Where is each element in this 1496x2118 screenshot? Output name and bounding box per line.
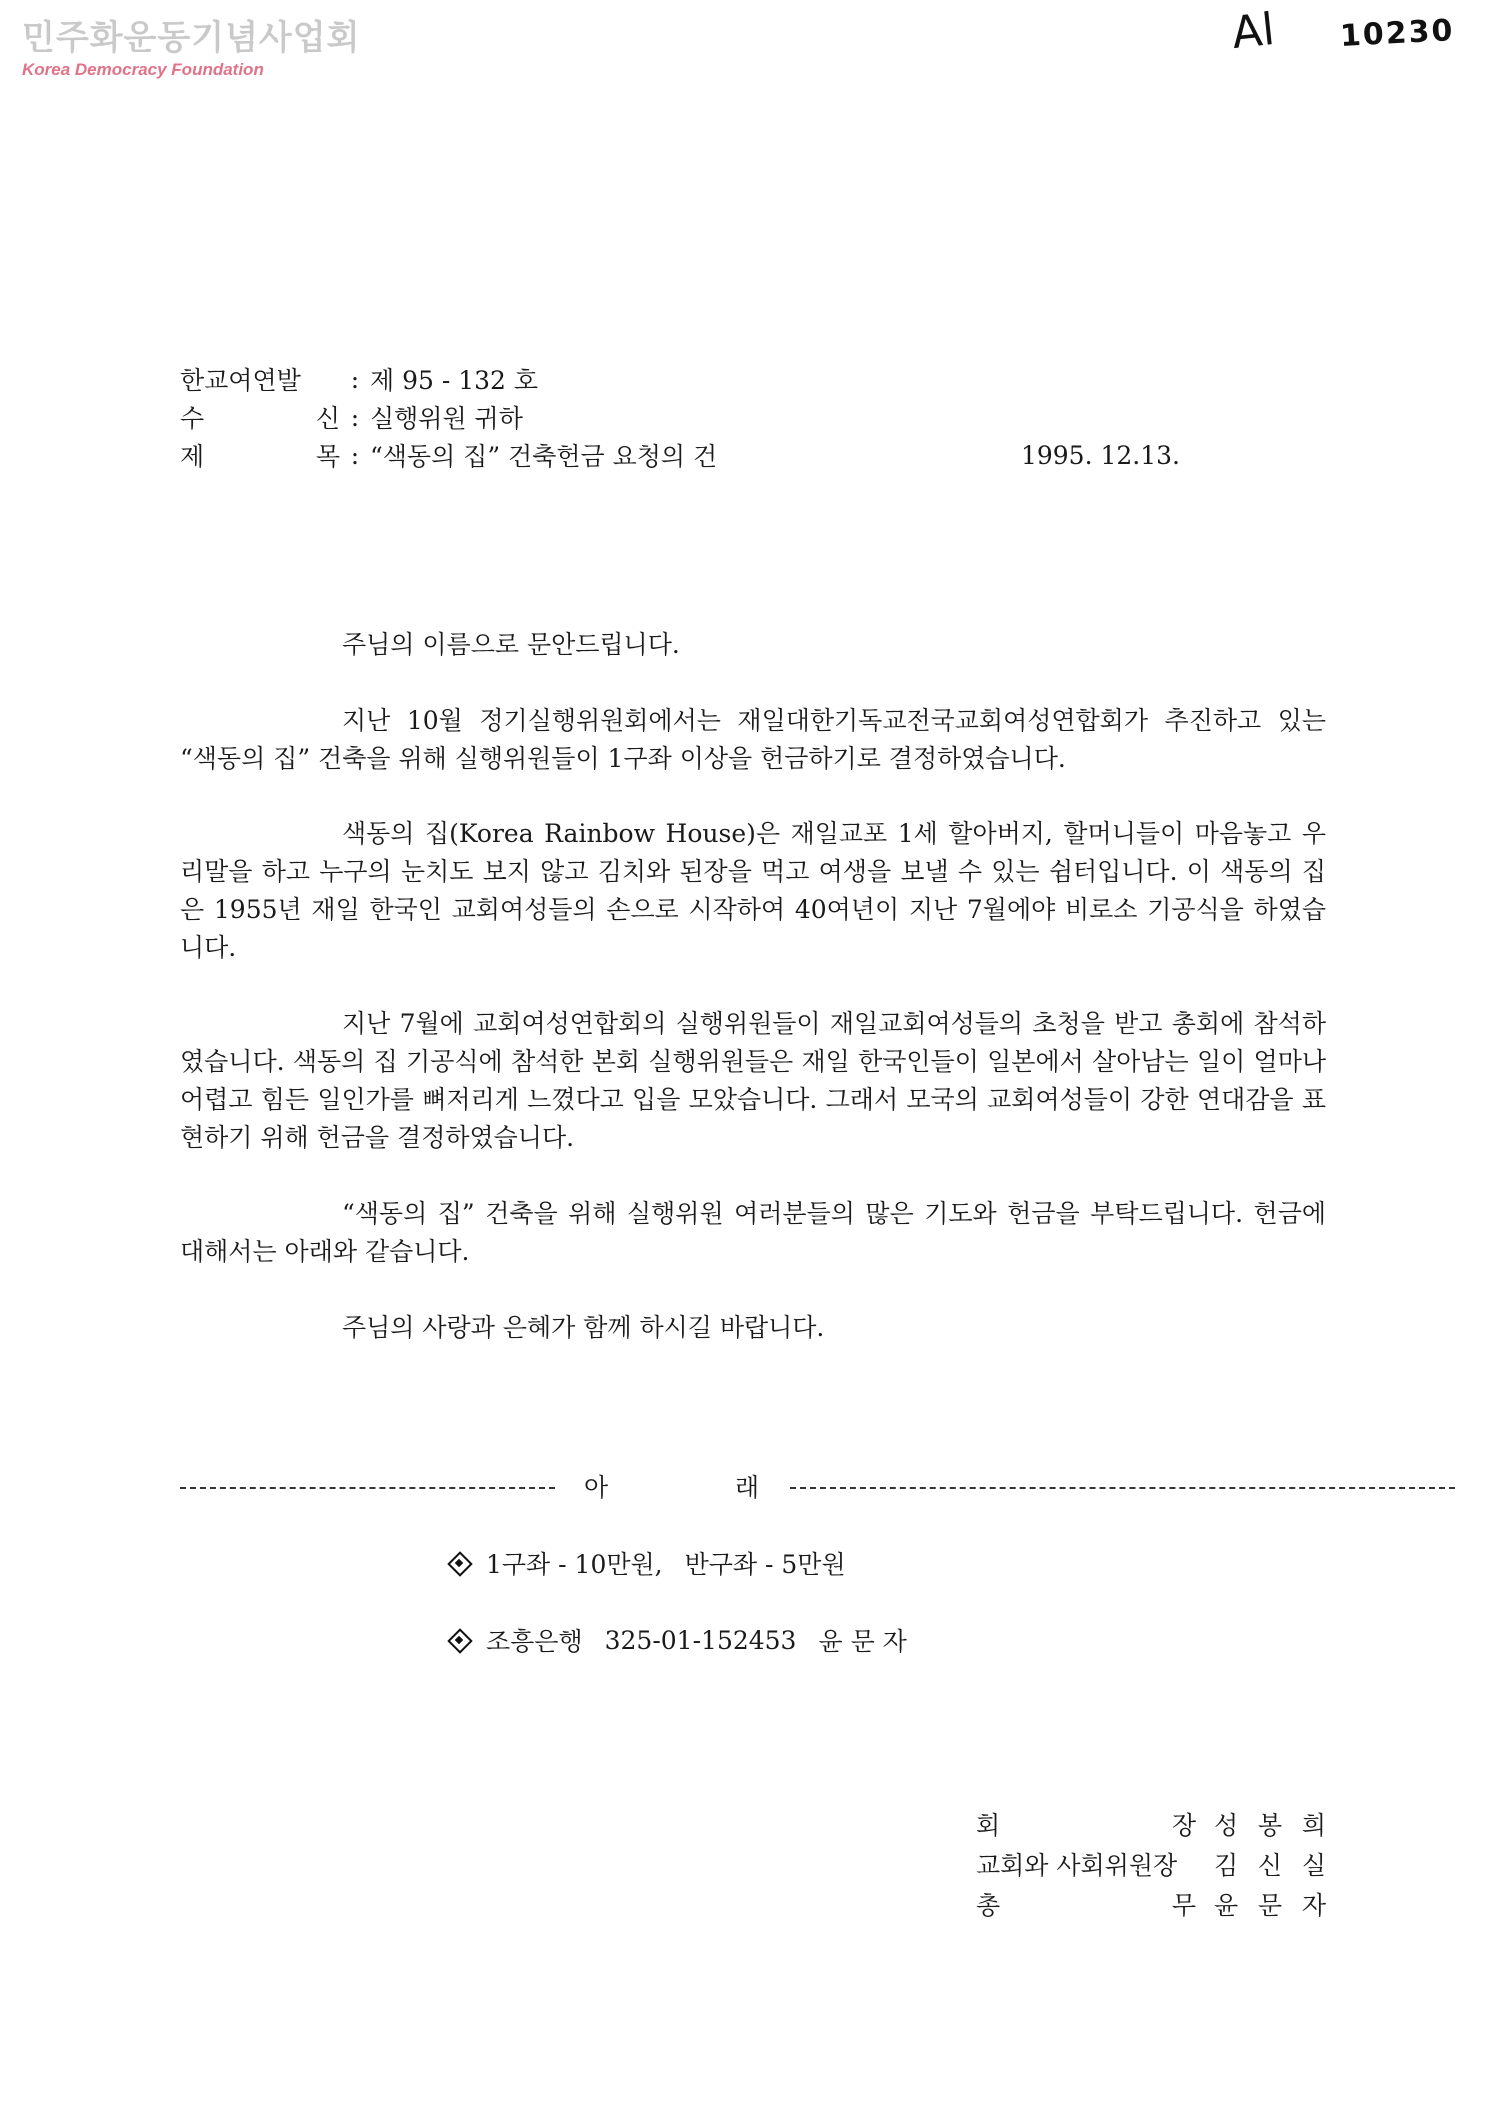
recipient-row <box>180 398 1180 436</box>
body-paragraph: 지난 10월 정기실행위원회에서는 재일대한기독교전국교회여성연합회가 추진하고 있는 “색동의 집” 건축을 위해 실행위원들이 1구좌 이상을 헌금하기로 결정하였습니다. <box>180 706 1326 773</box>
signer-title: 교회와 사회위원장 <box>976 1851 1178 1880</box>
logo-english-text: Korea Democracy Foundation <box>22 60 264 79</box>
account-holder: 윤 문 자 <box>818 1627 907 1656</box>
diamond-bullet-icon <box>448 1552 470 1574</box>
signer-name: 성 봉 희 <box>1214 1811 1326 1840</box>
document-date: 1995. 12.13. <box>1020 440 1180 470</box>
signer-name: 윤 문 자 <box>1214 1891 1326 1920</box>
account-number: 325-01-152453 <box>604 1625 797 1655</box>
signer-title: 회 장 <box>976 1811 1196 1840</box>
subject-value: “색동의 집” 건축헌금 요청의 건 <box>370 442 718 471</box>
greeting-paragraph: 주님의 이름으로 문안드립니다. <box>342 630 680 659</box>
watermark-logo <box>22 18 360 80</box>
diamond-bullet-icon <box>448 1629 470 1651</box>
body-paragraph: 색동의 집(Korea Rainbow House)은 재일교포 1세 할아버지, 할머니들이 마음놓고 우리말을 하고 누구의 눈치도 보지 않고 김치와 된장을 먹고 여생을 보낼 수 있는 쉼터입니다. 이 색동의 집은 1955년 재일 한국인 교회여성들의 손으로 시작하여 40여년이 지난 7월에야 비로소 기공식을 하였습니다. <box>180 819 1326 962</box>
logo-korean-text: 민주화운동기념사업회 <box>22 18 361 58</box>
subject-row <box>180 436 1180 474</box>
signer-name: 김 신 실 <box>1214 1851 1326 1880</box>
details-divider <box>180 1468 1280 1508</box>
separator: : <box>350 364 360 394</box>
doc-number-label: 한교여연발 <box>180 366 301 395</box>
bank-account-item <box>448 1622 907 1658</box>
doc-number-row <box>180 360 1180 398</box>
signer-title: 총 무 <box>976 1891 1196 1920</box>
document-header <box>180 360 1180 474</box>
dashed-line <box>790 1487 1455 1489</box>
subject-label: 제 목 <box>180 442 340 471</box>
recipient-value: 실행위원 귀하 <box>370 404 523 433</box>
signature-row <box>976 1804 1326 1844</box>
signature-block <box>976 1804 1326 1924</box>
signature-row <box>976 1884 1326 1924</box>
separator: : <box>350 440 360 470</box>
divider-text: 래 <box>735 1473 760 1502</box>
closing-paragraph: 주님의 사랑과 은혜가 함께 하시길 바랍니다. <box>342 1313 825 1342</box>
donation-amount-item: 1구좌 - 10만원, 반구좌 - 5만원 <box>448 1545 846 1581</box>
body-paragraph: 지난 7월에 교회여성연합회의 실행위원들이 재일교회여성들의 초청을 받고 총회에 참석하였습니다. 색동의 집 기공식에 참석한 본회 실행위원들은 재일 한국인들이 일본에서 살아남는 일이 얼마나 어렵고 힘든 일인가를 뼈저리게 느꼈다고 입을 모았습니다. 그래서 모국의 교회여성들이 강한 연대감을 표현하기 위해 헌금을 결정하였습니다. <box>180 1009 1326 1152</box>
body-paragraph: “색동의 집” 건축을 위해 실행위원 여러분들의 많은 기도와 헌금을 부탁드립니다. 헌금에 대해서는 아래와 같습니다. <box>180 1199 1326 1266</box>
dashed-line <box>180 1487 555 1489</box>
recipient-label: 수 신 <box>180 404 340 433</box>
signature-row <box>976 1844 1326 1884</box>
separator: : <box>350 402 360 432</box>
handwritten-archive-number: 10230 <box>1339 13 1456 54</box>
bank-name: 조흥은행 <box>486 1627 583 1656</box>
divider-text: 아 <box>584 1473 609 1502</box>
handwritten-mark: Al <box>1229 3 1277 60</box>
doc-number-value: 제 95 - 132 호 <box>370 366 539 395</box>
